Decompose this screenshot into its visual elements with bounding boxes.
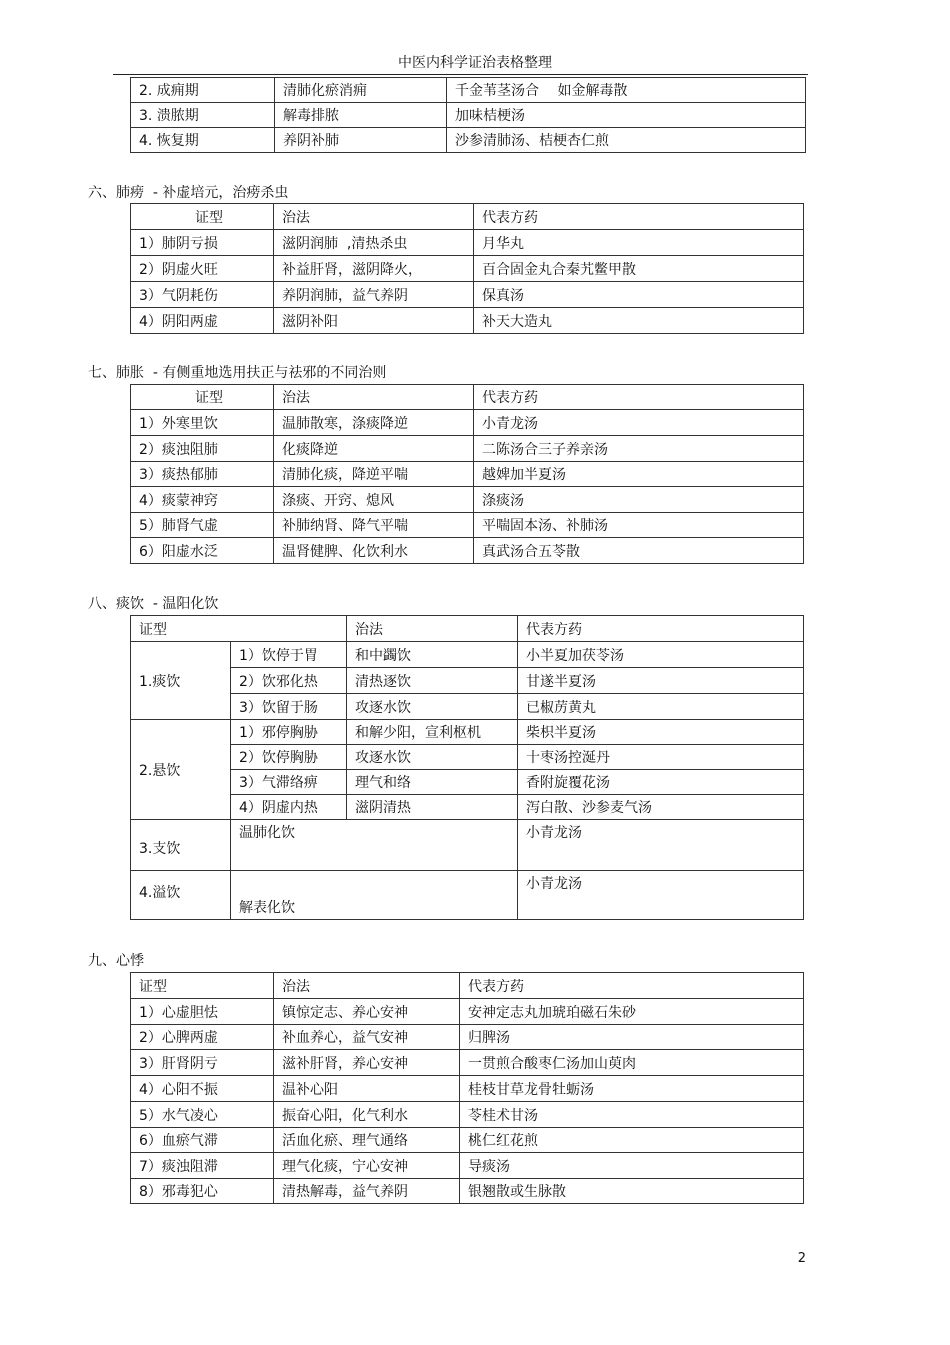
cell-method: 清热解毒，益气养阴 [274, 1179, 460, 1204]
cell-formula: 涤痰汤 [474, 487, 804, 513]
cell-formula: 千金苇茎汤合 如金解毒散 [447, 78, 806, 103]
table-row [131, 78, 806, 103]
cell-formula: 小半夏加茯苓汤 [518, 642, 804, 668]
cell-pattern: 1）心虚胆怯 [131, 999, 274, 1025]
cell-pattern: 4）心阳不振 [131, 1076, 274, 1102]
table-row [131, 436, 804, 462]
group-name: 4.溢饮 [131, 871, 231, 920]
cell-method: 滋阴补阳 [274, 308, 474, 334]
table-row [131, 642, 804, 668]
table-row [131, 720, 804, 745]
cell-method: 温肾健脾、化饮利水 [274, 538, 474, 564]
cell-method: 温肺散寒，涤痰降逆 [274, 410, 474, 436]
cell-formula: 真武汤合五苓散 [474, 538, 804, 564]
table-row [131, 1025, 804, 1050]
table-row [131, 694, 804, 720]
header-pattern: 证型 [131, 204, 274, 230]
cell-method: 镇惊定志、养心安神 [274, 999, 460, 1025]
table-row [131, 999, 804, 1025]
cell-pattern: 1）外寒里饮 [131, 410, 274, 436]
group-name: 3.支饮 [131, 820, 231, 871]
table-row [131, 745, 804, 770]
table-section-8 [130, 615, 804, 920]
table-row [131, 410, 804, 436]
cell-subpattern: 1）饮停于胃 [231, 642, 347, 668]
section-title-6: 六、肺痨 - 补虚培元，治痨杀虫 [88, 185, 289, 201]
table-header-row [131, 385, 804, 410]
cell-formula: 导痰汤 [460, 1153, 804, 1179]
group-name: 2.悬饮 [131, 720, 231, 820]
cell-method: 解毒排脓 [275, 103, 447, 128]
cell-subpattern: 1）邪停胸胁 [231, 720, 347, 745]
cell-method: 理气和络 [347, 770, 518, 795]
table-row [131, 1179, 804, 1204]
table-row [131, 1102, 804, 1128]
cell-formula: 桃仁红花煎 [460, 1128, 804, 1153]
cell-pattern: 1）肺阴亏损 [131, 230, 274, 256]
table-row [131, 103, 806, 128]
cell-pattern: 2. 成痈期 [131, 78, 275, 103]
cell-pattern: 4）痰蒙神窍 [131, 487, 274, 513]
cell-formula: 泻白散、沙参麦气汤 [518, 795, 804, 820]
cell-method: 补益肝肾，滋阴降火， [274, 256, 474, 282]
cell-subpattern: 2）饮邪化热 [231, 668, 347, 694]
table-lung-abscess-continued [130, 77, 806, 153]
cell-formula: 香附旋覆花汤 [518, 770, 804, 795]
header-pattern: 证型 [131, 973, 274, 999]
table-row [131, 282, 804, 308]
cell-formula: 十枣汤控涎丹 [518, 745, 804, 770]
cell-method: 养阴补肺 [275, 128, 447, 153]
header-formula: 代表方药 [474, 204, 804, 230]
cell-pattern: 2）阴虚火旺 [131, 256, 274, 282]
cell-formula: 小青龙汤 [518, 820, 804, 871]
cell-pattern: 6）血瘀气滞 [131, 1128, 274, 1153]
cell-pattern: 4）阴阳两虚 [131, 308, 274, 334]
cell-method: 涤痰、开窍、熄风 [274, 487, 474, 513]
cell-pattern: 2）心脾两虚 [131, 1025, 274, 1050]
cell-pattern: 2）痰浊阻肺 [131, 436, 274, 462]
cell-pattern: 7）痰浊阻滞 [131, 1153, 274, 1179]
cell-formula: 二陈汤合三子养亲汤 [474, 436, 804, 462]
section-title-7: 七、肺胀 - 有侧重地选用扶正与祛邪的不同治则 [88, 365, 387, 381]
table-header-row [131, 616, 804, 642]
header-method: 治法 [274, 385, 474, 410]
table-section-9 [130, 972, 804, 1204]
cell-pattern: 3）痰热郁肺 [131, 462, 274, 487]
table-row [131, 1076, 804, 1102]
cell-pattern: 3. 溃脓期 [131, 103, 275, 128]
table-row [131, 871, 804, 920]
table-row [131, 256, 804, 282]
table-row [131, 770, 804, 795]
table-row [131, 513, 804, 538]
cell-method: 攻逐水饮 [347, 745, 518, 770]
cell-pattern: 8）邪毒犯心 [131, 1179, 274, 1204]
cell-method: 温肺化饮 [231, 820, 518, 871]
cell-pattern: 5）肺肾气虚 [131, 513, 274, 538]
cell-formula: 小青龙汤 [474, 410, 804, 436]
cell-pattern: 3）肝肾阴亏 [131, 1050, 274, 1076]
table-section-6 [130, 203, 804, 334]
table-row [131, 1128, 804, 1153]
cell-formula: 苓桂术甘汤 [460, 1102, 804, 1128]
table-section-7 [130, 384, 804, 564]
cell-method: 和解少阳，宣利枢机 [347, 720, 518, 745]
page-header-title: 中医内科学证治表格整理 [398, 55, 552, 71]
cell-formula: 桂枝甘草龙骨牡蛎汤 [460, 1076, 804, 1102]
cell-method: 活血化瘀、理气通络 [274, 1128, 460, 1153]
table-header-row [131, 204, 804, 230]
cell-subpattern: 3）饮留于肠 [231, 694, 347, 720]
table-row [131, 230, 804, 256]
table-row [131, 820, 804, 871]
cell-method: 振奋心阳，化气利水 [274, 1102, 460, 1128]
table-row [131, 668, 804, 694]
cell-formula: 银翘散或生脉散 [460, 1179, 804, 1204]
cell-method: 补肺纳肾、降气平喘 [274, 513, 474, 538]
cell-formula: 归脾汤 [460, 1025, 804, 1050]
cell-method: 化痰降逆 [274, 436, 474, 462]
cell-method: 清肺化痰，降逆平喘 [274, 462, 474, 487]
table-row [131, 308, 804, 334]
header-method: 治法 [274, 204, 474, 230]
section-title-9: 九、心悸 [88, 953, 144, 969]
cell-subpattern: 4）阴虚内热 [231, 795, 347, 820]
cell-method: 清肺化瘀消痈 [275, 78, 447, 103]
cell-method: 滋阴清热 [347, 795, 518, 820]
table-row [131, 462, 804, 487]
header-formula: 代表方药 [474, 385, 804, 410]
cell-pattern: 5）水气凌心 [131, 1102, 274, 1128]
section-title-8: 八、痰饮 - 温阳化饮 [88, 596, 219, 612]
group-name: 1.痰饮 [131, 642, 231, 720]
cell-method: 养阴润肺，益气养阴 [274, 282, 474, 308]
cell-formula: 沙参清肺汤、桔梗杏仁煎 [447, 128, 806, 153]
table-row [131, 795, 804, 820]
cell-method: 滋阴润肺 ,清热杀虫 [274, 230, 474, 256]
cell-pattern: 6）阳虚水泛 [131, 538, 274, 564]
header-pattern: 证型 [131, 385, 274, 410]
cell-pattern: 4. 恢复期 [131, 128, 275, 153]
cell-formula: 小青龙汤 [518, 871, 804, 920]
table-row [131, 128, 806, 153]
cell-formula: 百合固金丸合秦艽鳖甲散 [474, 256, 804, 282]
table-row [131, 538, 804, 564]
cell-formula: 柴枳半夏汤 [518, 720, 804, 745]
table-header-row [131, 973, 804, 999]
cell-subpattern: 3）气滞络痹 [231, 770, 347, 795]
table-row [131, 1050, 804, 1076]
cell-formula: 安神定志丸加琥珀磁石朱砂 [460, 999, 804, 1025]
table-row [131, 1153, 804, 1179]
cell-formula: 保真汤 [474, 282, 804, 308]
cell-method: 和中蠲饮 [347, 642, 518, 668]
cell-formula: 越婢加半夏汤 [474, 462, 804, 487]
cell-method: 滋补肝肾，养心安神 [274, 1050, 460, 1076]
cell-method: 温补心阳 [274, 1076, 460, 1102]
cell-formula: 月华丸 [474, 230, 804, 256]
header-method: 治法 [274, 973, 460, 999]
cell-formula: 加味桔梗汤 [447, 103, 806, 128]
cell-formula: 已椒苈黄丸 [518, 694, 804, 720]
cell-pattern: 3）气阴耗伤 [131, 282, 274, 308]
cell-formula: 平喘固本汤、补肺汤 [474, 513, 804, 538]
cell-method: 清热逐饮 [347, 668, 518, 694]
header-formula: 代表方药 [460, 973, 804, 999]
cell-formula: 一贯煎合酸枣仁汤加山萸肉 [460, 1050, 804, 1076]
header-method: 治法 [347, 616, 518, 642]
cell-method: 解表化饮 [231, 871, 518, 920]
cell-formula: 补天大造丸 [474, 308, 804, 334]
cell-method: 补血养心，益气安神 [274, 1025, 460, 1050]
header-formula: 代表方药 [518, 616, 804, 642]
page-number: 2 [797, 1251, 806, 1266]
cell-method: 理气化痰，宁心安神 [274, 1153, 460, 1179]
cell-method: 攻逐水饮 [347, 694, 518, 720]
header-rule [113, 74, 808, 75]
table-row [131, 487, 804, 513]
cell-formula: 甘遂半夏汤 [518, 668, 804, 694]
header-pattern: 证型 [131, 616, 347, 642]
cell-subpattern: 2）饮停胸胁 [231, 745, 347, 770]
